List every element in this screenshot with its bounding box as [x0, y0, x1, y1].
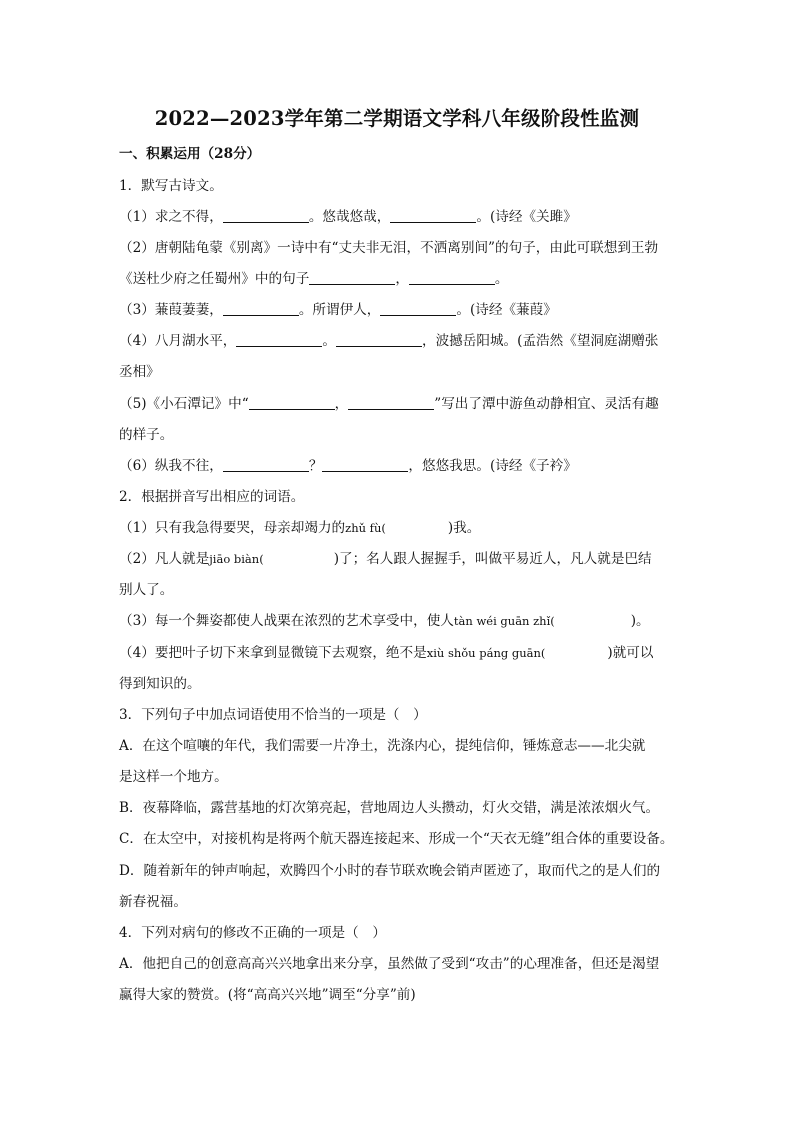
- answer-blank[interactable]: [249, 395, 335, 410]
- question-3-option-d-line-2: 新春祝福。: [119, 894, 187, 910]
- question-2-item-4-line-2: 得到知识的。: [119, 676, 201, 692]
- question-4-stem: 4．下列对病句的修改不正确的一项是（ ）: [119, 925, 386, 941]
- answer-blank[interactable]: [380, 301, 456, 316]
- answer-blank[interactable]: [309, 270, 395, 285]
- answer-blank[interactable]: [322, 457, 408, 472]
- question-2-item-2-line-2: 别人了。: [119, 582, 174, 598]
- question-4-option-a-line-1: A．他把自己的创意高高兴兴地拿出来分享，虽然做了受到“攻击”的心理准备，但还是渴望: [119, 956, 660, 972]
- question-1-item-1: （1）求之不得， 。悠哉悠哉， 。(诗经《关雎》: [119, 209, 577, 225]
- answer-blank[interactable]: [223, 457, 309, 472]
- question-1-item-4-line-2: 丞相》: [119, 364, 160, 380]
- answer-blank[interactable]: [223, 301, 299, 316]
- question-3-stem: 3．下列句子中加点词语使用不恰当的一项是（ ）: [119, 707, 427, 723]
- answer-blank[interactable]: [348, 395, 434, 410]
- question-3-option-a-line-2: 是这样一个地方。: [119, 769, 228, 785]
- question-2-item-4-line-1: （4）要把叶子切下来拿到显微镜下去观察，绝不是xiù shǒu páng guān( )就可以: [119, 645, 654, 661]
- question-1-item-2-line-2: 《送杜少府之任蜀州》中的句子 ， 。: [119, 271, 509, 287]
- question-2-item-2-line-1: （2）凡人就是jiāo biàn( )了；名人跟人握握手，叫做平易近人，凡人就是巴结: [119, 551, 652, 567]
- question-1-item-6: （6）纵我不往， ？ ，悠悠我思。(诗经《子衿》: [119, 458, 577, 474]
- question-1-item-4-line-1: （4）八月湖水平， 。 ，波撼岳阳城。(孟浩然《望洞庭湖赠张: [119, 333, 659, 349]
- question-1-item-2-line-1: （2）唐朝陆龟蒙《别离》一诗中有“丈夫非无泪，不洒离别间”的句子，由此可联想到王勃: [119, 240, 659, 256]
- question-1-stem: 1．默写古诗文。: [119, 178, 223, 194]
- answer-blank[interactable]: [223, 208, 309, 223]
- question-3-option-b: B．夜幕降临，露营基地的灯次第亮起，营地周边人头攒动，灯火交错，满是浓浓烟火气。: [119, 800, 660, 816]
- question-1-item-5-line-2: 的样子。: [119, 427, 174, 443]
- page-title: 2022—2023学年第二学期语文学科八年级阶段性监测: [154, 107, 640, 130]
- answer-blank[interactable]: [336, 332, 422, 347]
- question-3-option-d-line-1: D．随着新年的钟声响起，欢腾四个小时的春节联欢晚会销声匿迹了，取而代之的是人们的: [119, 863, 661, 879]
- question-2-item-1: （1）只有我急得要哭，母亲却竭力的zhǔ fù( )我。: [119, 520, 481, 536]
- question-3-option-a-line-1: A．在这个喧嚷的年代，我们需要一片净土，洗涤内心，提纯信仰，锤炼意志——北尖就: [119, 738, 646, 754]
- answer-blank[interactable]: [409, 270, 495, 285]
- question-2-item-3: （3）每一个舞姿都使人战栗在浓烈的艺术享受中，使人tàn wéi guān zhǐ( )。: [119, 613, 650, 629]
- question-1-item-3: （3）蒹葭萋萋， 。所谓伊人， 。(诗经《蒹葭》: [119, 302, 557, 318]
- answer-blank[interactable]: [236, 332, 322, 347]
- answer-blank[interactable]: [390, 208, 476, 223]
- question-1-item-5-line-1: （5)《小石潭记》中“ ， ”写出了潭中游鱼动静相宜、灵活有趣: [119, 396, 659, 412]
- question-3-option-c: C．在太空中，对接机构是将两个航天器连接起来、形成一个“天衣无缝”组合体的重要设备。: [119, 831, 674, 847]
- question-2-stem: 2．根据拼音写出相应的词语。: [119, 489, 305, 505]
- question-4-option-a-line-2: 赢得大家的赞赏。(将“高高兴兴地”调至“分享”前): [119, 987, 416, 1003]
- section-heading: 一、积累运用（28分）: [119, 146, 261, 162]
